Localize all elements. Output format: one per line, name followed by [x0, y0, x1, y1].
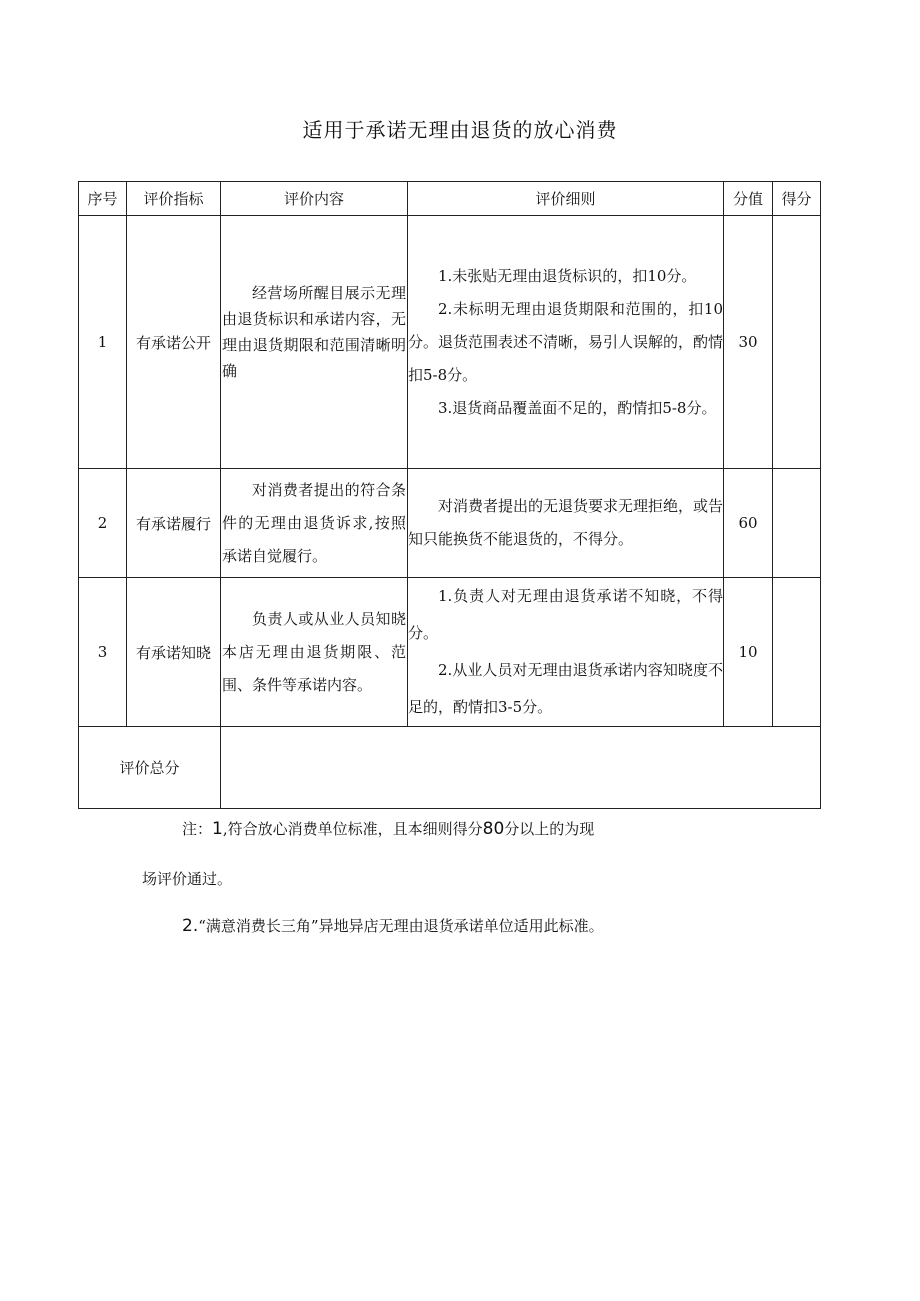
header-indicator: 评价指标 [127, 182, 221, 216]
row-details: 对消费者提出的无退货要求无理拒绝，或告知只能换货不能退货的，不得分。 [408, 469, 724, 578]
note-2: 2.“满意消费长三角”异地异店无理由退货承诺单位适用此标准。 [182, 916, 604, 936]
header-content: 评价内容 [221, 182, 408, 216]
row-score: 30 [724, 216, 773, 469]
row-indicator: 有承诺公开 [127, 216, 221, 469]
table-row [79, 469, 821, 578]
total-label: 评价总分 [79, 727, 221, 809]
row-indicator: 有承诺履行 [127, 469, 221, 578]
table-row [79, 216, 821, 469]
row-details: 1.负责人对无理由退货承诺不知晓，不得分。 2.从业人员对无理由退货承诺内容知晓度不足的，酌情扣3-5分。 [408, 578, 724, 727]
row-score: 10 [724, 578, 773, 727]
row-index: 3 [79, 578, 127, 727]
evaluation-table [78, 181, 821, 809]
header-got: 得分 [773, 182, 821, 216]
row-got [773, 578, 821, 727]
row-indicator: 有承诺知晓 [127, 578, 221, 727]
total-value [221, 727, 821, 809]
row-got [773, 469, 821, 578]
header-details: 评价细则 [408, 182, 724, 216]
row-content: 经营场所醒目展示无理由退货标识和承诺内容，无理由退货期限和范围清晰明确 [221, 216, 408, 469]
row-index: 1 [79, 216, 127, 469]
header-index: 序号 [79, 182, 127, 216]
row-got [773, 216, 821, 469]
row-content: 对消费者提出的符合条件的无理由退货诉求,按照承诺自觉履行。 [221, 469, 408, 578]
page-title: 适用于承诺无理由退货的放心消费 [302, 118, 618, 142]
table-row [79, 578, 821, 727]
row-index: 2 [79, 469, 127, 578]
note-1: 注：1,符合放心消费单位标准，且本细则得分80分以上的为现 [182, 819, 595, 839]
table-total-row [79, 727, 821, 809]
row-score: 60 [724, 469, 773, 578]
row-details: 1.未张贴无理由退货标识的，扣10分。 2.未标明无理由退货期限和范围的，扣10分。退货范围表述不清晰，易引人误解的，酌情扣5-8分。 3.退货商品覆盖面不足的，酌情扣5-8分。 [408, 216, 724, 469]
table-header-row [79, 182, 821, 216]
row-content: 负责人或从业人员知晓本店无理由退货期限、范围、条件等承诺内容。 [221, 578, 408, 727]
header-score: 分值 [724, 182, 773, 216]
note-1-continuation: 场评价通过。 [142, 870, 233, 888]
